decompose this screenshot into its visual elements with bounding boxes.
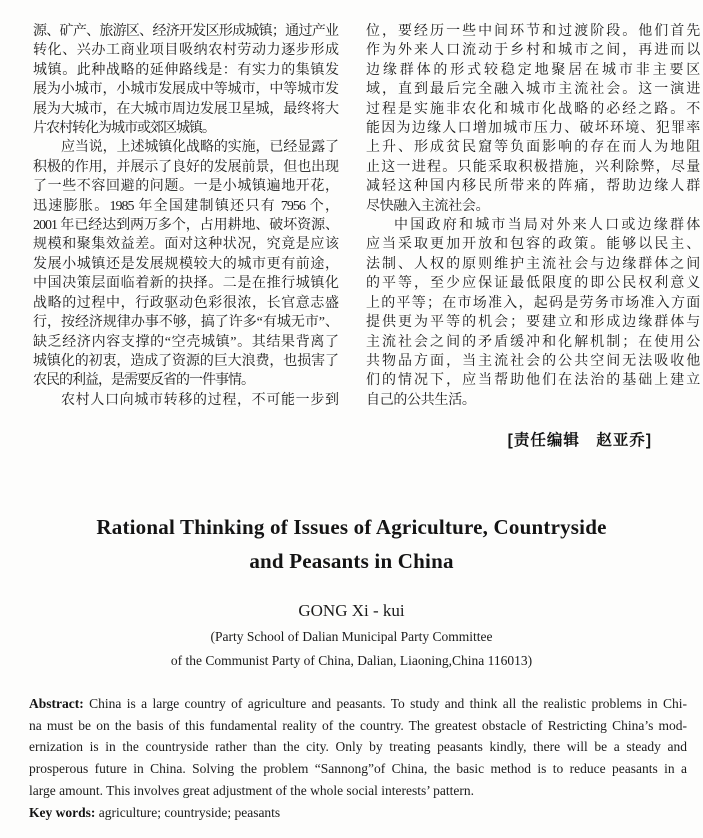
text-line: 中国决策层面临着新的抉择。二是在推行城镇化: [33, 276, 338, 292]
text-line: 共物品方面，当主流社会的公共空间无法吸收他: [366, 353, 700, 369]
text-line: 止这一进程。只能采取积极措施，兴利除弊，尽量: [366, 159, 700, 175]
affiliation-line-1: (Party School of Dalian Municipal Party Committee: [210, 629, 493, 644]
text-line: 转化、兴办工商业项目吸纳农村劳动力逐步形成: [33, 43, 338, 59]
keywords-line: [29, 802, 687, 824]
text-line: 城镇。此种战略的延伸路线是：有实力的集镇发: [33, 62, 338, 78]
text-line: 尽快融入主流社会。: [366, 198, 490, 214]
title-line-2: and Peasants in China: [249, 549, 454, 573]
keywords-label: Key words:: [29, 804, 96, 820]
text-line: 们的情况下，应当帮助他们在法治的基础上建立: [366, 373, 700, 389]
responsible-editor-note: [责任编辑 赵亚乔]: [507, 432, 652, 449]
text-line: 展为小城市，小城市发展成中等城市，中等城市发: [33, 82, 338, 98]
text-line: 源、矿产、旅游区、经济开发区形成城镇；通过产业: [33, 24, 338, 39]
chinese-text-column-left: [33, 22, 338, 410]
text-line: 边缘群体的形式较稳定地聚居在城市非主要区: [366, 62, 700, 78]
text-line: 片农村转化为城市或郊区城镇。: [33, 121, 215, 137]
text-line: 规模和聚集效益差。面对这种状况，究竟是应该: [33, 237, 338, 253]
text-line: 积极的作用，并展示了良好的发展前景，但也出现: [33, 159, 338, 175]
text-line: 位，要经历一些中间环节和过渡阶段。他们首先: [366, 24, 700, 39]
abstract-first-line: [29, 693, 687, 715]
text-line: 自己的公共生活。: [366, 392, 476, 408]
english-article-title: [0, 510, 703, 578]
text-line: 应当采取更加开放和包容的政策。能够以民主、: [366, 237, 700, 253]
text-line: 了一些不容回避的问题。一是小城镇遍地开花，: [33, 179, 338, 195]
text-line: 法制、人权的原则维护主流社会与边缘群体之间: [366, 256, 700, 272]
text-line: 的平等，至少应保证最低限度的即公民权利意义: [366, 276, 700, 292]
text-line: 2001 年已经达到两万多个，占用耕地、破坏资源、: [33, 218, 338, 234]
text-line: 战略的过程中，行政驱动色彩很浓，长官意志盛: [33, 295, 338, 311]
text-line: ernization is in the countryside rather than the city. Only by treating peasants kindly, there will be a steady and: [29, 739, 687, 755]
text-line: 主流社会之间的矛盾缓冲和化解机制；在使用公: [366, 334, 700, 350]
text-line: 减轻这种国内移民所带来的阵痛，帮助边缘人群: [366, 179, 700, 195]
text-line: 中国政府和城市当局对外来人口或边缘群体: [394, 218, 700, 234]
text-line: 应当说，上述城镇化战略的实施，已经显露了: [61, 140, 338, 156]
author-name: GONG Xi - kui: [298, 601, 405, 620]
text-line: large amount. This involves great adjustment of the whole social interests’ pattern.: [29, 782, 475, 798]
text-line: 缺乏经济内容支撑的“空壳城镇”。其结果背离了: [33, 334, 338, 350]
text-line: 迅速膨胀。1985 年全国建制镇还只有 7956 个，: [33, 198, 338, 214]
chinese-text-column-right: [366, 22, 700, 410]
text-line: na must be on the basis of this fundamental reality of the country. The greatest obstacle of Restricting China’s mod-: [29, 717, 687, 733]
abstract-continuation-lines: [29, 715, 687, 802]
abstract-block: [29, 693, 687, 823]
abstract-first-line-text: China is a large country of agriculture and peasants. To study and think all the realistic problems in Chi-: [89, 696, 687, 711]
text-line: 发展小城镇还是发展规模较大的城市更有前途，: [33, 256, 338, 272]
title-line-1: Rational Thinking of Issues of Agriculture, Countryside: [96, 515, 607, 539]
text-line: 展为大城市，在大城市周边发展卫星城，最终将大: [33, 101, 338, 117]
affiliation-line-2: of the Communist Party of China, Dalian, Liaoning,China 116013): [170, 653, 533, 668]
text-line: 上升、形成贫民窟等负面影响的存在而人为地阻: [366, 140, 700, 156]
text-line: 农村人口向城市转移的过程，不可能一步到: [61, 392, 338, 408]
text-line: 城镇化的初衷，造成了资源的巨大浪费，也损害了: [33, 353, 338, 369]
text-line: 能因为边缘人口增加城市压力、破坏环境、犯罪率: [366, 121, 700, 137]
text-line: 上的平等；在市场准入，起码是劳务市场准入方面: [366, 295, 700, 311]
text-line: 行，按经济规律办事不够，搞了许多“有城无市”、: [33, 315, 338, 331]
abstract-label: Abstract:: [29, 696, 84, 711]
text-line: 提供更为平等的机会；要建立和形成边缘群体与: [366, 315, 700, 331]
keywords-text: agriculture; countryside; peasants: [98, 804, 281, 820]
text-line: 域，直到最后完全融入城市主流社会。这一演进: [366, 82, 700, 98]
text-line: 农民的利益，是需要反省的一件事情。: [33, 373, 254, 389]
text-line: prosperous future in China. Solving the problem “Sannong”of China, the basic method is to reduce peasants in a: [29, 761, 687, 777]
text-line: 过程是实施非农化和城市化战略的必经之路。不: [366, 101, 700, 117]
text-line: 作为外来人口流动于乡村和城市之间，再进而以: [366, 43, 700, 59]
